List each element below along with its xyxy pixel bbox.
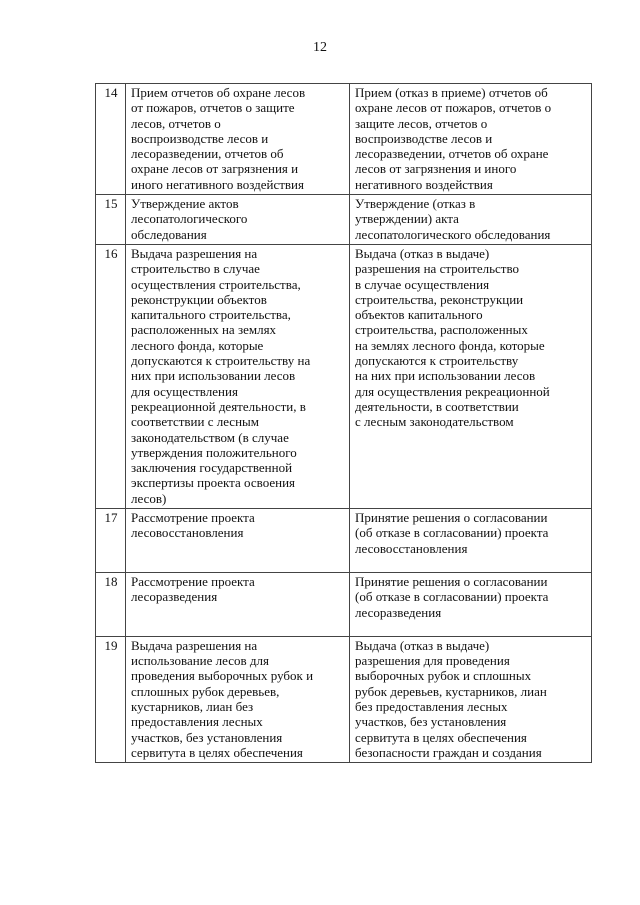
service-name-cell: [126, 244, 350, 508]
cell-text-line: Прием (отказ в приеме) отчетов об: [355, 85, 548, 100]
cell-text-line: Выдача (отказ в выдаче): [355, 245, 490, 261]
table-row: [96, 509, 592, 573]
cell-text-line: соответствии с лесным: [131, 414, 259, 430]
page-number: 12: [313, 40, 327, 55]
cell-text-line: для осуществления: [131, 383, 238, 399]
table-row: [96, 84, 592, 195]
cell-text-line: Рассмотрение проекта: [131, 510, 255, 526]
cell-text-line: защите лесов, отчетов о: [355, 115, 488, 131]
cell-text-line: лесопатологического обследования: [355, 226, 551, 242]
cell-text-line: сервитута в целях обеспечения: [355, 729, 527, 745]
cell-text-line: строительства, реконструкции: [355, 291, 524, 307]
cell-text-line: строительство в случае: [131, 261, 260, 277]
cell-text-line: Прием отчетов об охране лесов: [131, 85, 306, 100]
cell-text-line: реконструкции объектов: [131, 291, 267, 307]
service-name-cell: [126, 509, 350, 573]
cell-text-line: лесов от загрязнения и иного: [355, 161, 517, 177]
cell-text-line: утверждении) акта: [355, 211, 459, 227]
cell-text-line: строительства, расположенных: [355, 322, 528, 338]
cell-text-line: расположенных на землях: [131, 322, 277, 338]
cell-text-line: Рассмотрение проекта: [131, 573, 255, 589]
cell-text-line: лесовосстановления: [355, 540, 468, 556]
table-row: [96, 572, 592, 636]
cell-text-line: воспроизводстве лесов и: [131, 130, 269, 146]
cell-text-line: (об отказе в согласовании) проекта: [355, 525, 549, 541]
cell-text-line: лесоразведении, отчетов об охране: [355, 146, 549, 162]
service-result-cell: [350, 636, 592, 762]
cell-text-line: воспроизводстве лесов и: [355, 130, 493, 146]
cell-text-line: негативного воздействия: [355, 176, 493, 192]
service-result-cell: [350, 244, 592, 508]
cell-text-line: рекреационной деятельности, в: [131, 398, 306, 414]
cell-text-line: охране лесов от загрязнения и: [131, 161, 299, 177]
service-result-cell: [350, 195, 592, 245]
cell-text-line: для осуществления рекреационной: [355, 383, 550, 399]
cell-text-line: рубок деревьев, кустарников, лиан: [355, 683, 547, 699]
cell-text-line: от пожаров, отчетов о защите: [131, 100, 295, 116]
cell-text-line: Утверждение (отказ в: [355, 196, 476, 212]
table-row: [96, 195, 592, 245]
cell-text-line: предоставления лесных: [131, 714, 263, 730]
cell-text-line: участков, без установления: [355, 714, 507, 730]
cell-text-line: Выдача разрешения на: [131, 637, 258, 653]
service-name-cell: [126, 636, 350, 762]
cell-text-line: законодательством (в случае: [131, 429, 289, 445]
cell-text-line: без предоставления лесных: [355, 698, 508, 714]
cell-text-line: осуществления строительства,: [131, 276, 301, 292]
cell-text-line: на них при использовании лесов: [355, 368, 536, 384]
cell-text-line: лесовосстановления: [131, 525, 244, 541]
services-table: [95, 83, 592, 763]
cell-text-line: заключения государственной: [131, 460, 293, 476]
cell-text-line: разрешения на строительство: [355, 261, 520, 277]
row-number-cell: 18: [96, 572, 126, 636]
cell-text-line: иного негативного воздействия: [131, 176, 304, 192]
cell-text-line: участков, без установления: [131, 729, 283, 745]
service-name-cell: [126, 572, 350, 636]
service-result-cell: [350, 509, 592, 573]
cell-text-line: сплошных рубок деревьев,: [131, 683, 280, 699]
service-result-cell: [350, 84, 592, 195]
cell-text-line: экспертизы проекта освоения: [131, 475, 296, 491]
cell-text-line: охране лесов от пожаров, отчетов о: [355, 100, 552, 116]
cell-text-line: на землях лесного фонда, которые: [355, 337, 545, 353]
cell-text-line: утверждения положительного: [131, 444, 297, 460]
cell-text-line: лесов): [131, 490, 167, 506]
cell-text-line: допускаются к строительству на: [131, 353, 311, 369]
cell-text-line: лесов, отчетов о: [131, 115, 221, 131]
cell-text-line: Принятие решения о согласовании: [355, 573, 548, 589]
cell-text-line: лесопатологического: [131, 211, 248, 227]
cell-text-line: обследования: [131, 226, 207, 242]
cell-text-line: Выдача (отказ в выдаче): [355, 637, 490, 653]
row-number-cell: 14: [96, 84, 126, 195]
table-row: [96, 636, 592, 762]
cell-text-line: проведения выборочных рубок и: [131, 668, 314, 684]
cell-text-line: лесоразведения: [355, 604, 442, 620]
cell-text-line: лесоразведении, отчетов об: [131, 146, 284, 162]
cell-text-line: в случае осуществления: [355, 276, 490, 292]
services-table-body: [96, 84, 592, 763]
row-number-cell: 19: [96, 636, 126, 762]
cell-text-line: использование лесов для: [131, 653, 269, 669]
cell-text-line: деятельности, в соответствии: [355, 398, 519, 414]
cell-text-line: (об отказе в согласовании) проекта: [355, 589, 549, 605]
row-number-cell: 17: [96, 509, 126, 573]
cell-text-line: капитального строительства,: [131, 307, 291, 323]
cell-text-line: лесоразведения: [131, 589, 218, 605]
cell-text-line: кустарников, лиан без: [131, 698, 254, 714]
cell-text-line: разрешения для проведения: [355, 653, 510, 669]
cell-text-line: сервитута в целях обеспечения: [131, 744, 303, 760]
cell-text-line: допускаются к строительству: [355, 353, 519, 369]
cell-text-line: них при использовании лесов: [131, 368, 296, 384]
cell-text-line: Выдача разрешения на: [131, 245, 258, 261]
cell-text-line: объектов капитального: [355, 307, 483, 323]
cell-text-line: лесного фонда, которые: [131, 337, 264, 353]
row-number-cell: 15: [96, 195, 126, 245]
service-name-cell: [126, 195, 350, 245]
cell-text-line: безопасности граждан и создания: [355, 744, 542, 760]
cell-text-line: выборочных рубок и сплошных: [355, 668, 532, 684]
cell-text-line: Утверждение актов: [131, 196, 239, 212]
cell-text-line: с лесным законодательством: [355, 414, 514, 430]
service-result-cell: [350, 572, 592, 636]
cell-text-line: Принятие решения о согласовании: [355, 510, 548, 526]
row-number-cell: 16: [96, 244, 126, 508]
service-name-cell: [126, 84, 350, 195]
table-row: [96, 244, 592, 508]
